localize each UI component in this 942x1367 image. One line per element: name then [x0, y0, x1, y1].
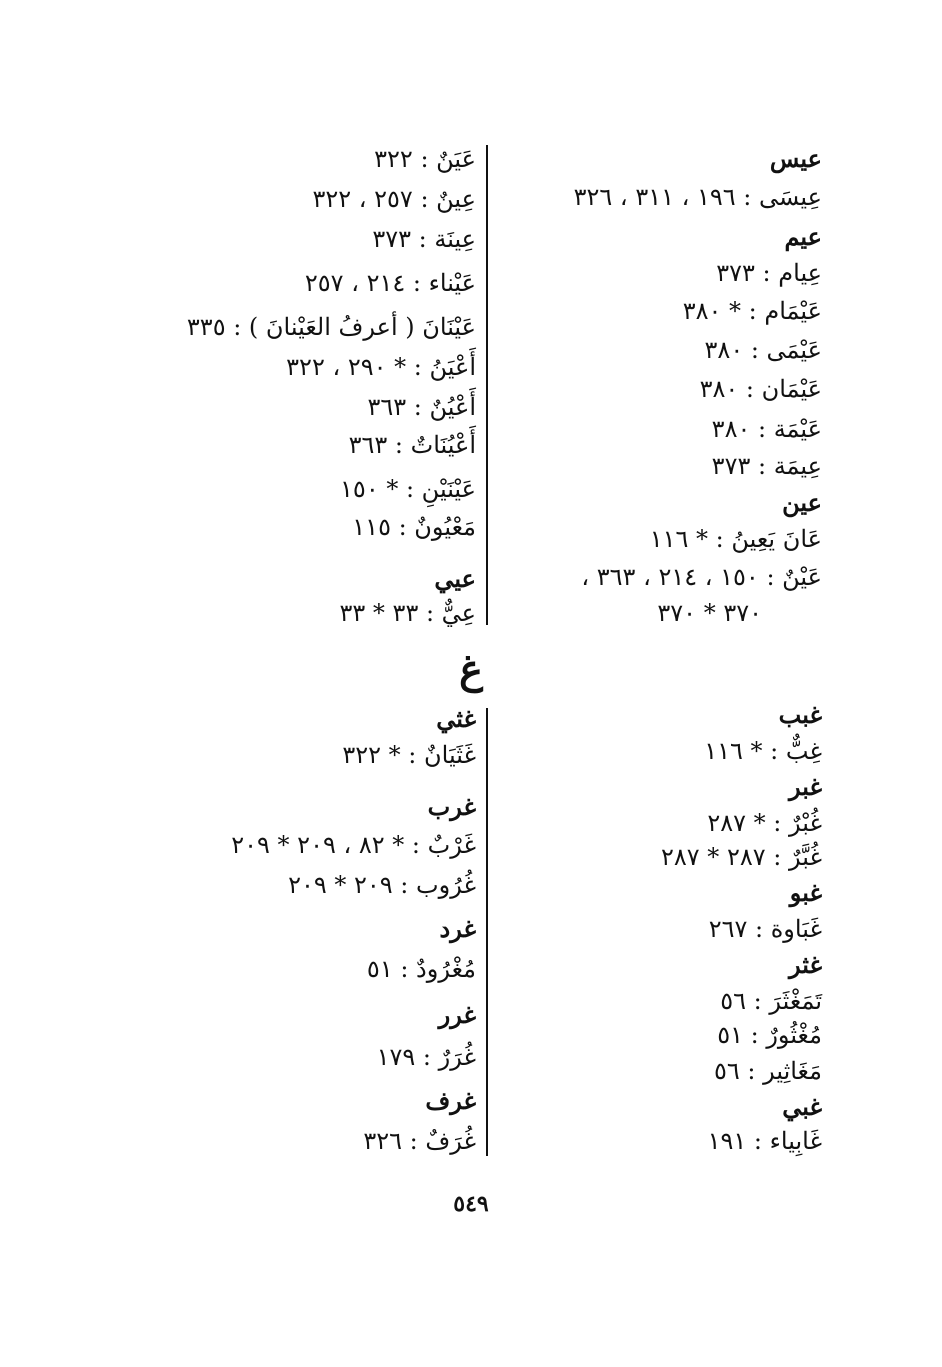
index-entry: عَانَ يَعِينُ : * ١١٦: [649, 525, 822, 553]
root-heading: غبر: [788, 772, 822, 801]
root-heading: غرد: [439, 914, 476, 943]
root-heading: غبو: [789, 878, 822, 907]
index-entry: عِينَة : ٣٧٣: [372, 225, 476, 253]
index-entry: غُرَفٌ : ٣٢٦: [363, 1127, 476, 1155]
index-entry: مَغَاثِير : ٥٦: [713, 1057, 822, 1085]
index-entry: غَثَيَانٌ : * ٣٢٢: [342, 741, 476, 769]
bottom-right-column: [482, 700, 822, 1160]
index-entry: غُرَرٌ : ١٧٩: [376, 1043, 476, 1071]
index-entry: غُرُوب : ٢٠٩ * ٢٠٩: [288, 871, 476, 899]
root-heading: عيس: [769, 144, 822, 173]
index-entry: أَعْيُنَاتٌ : ٣٦٣: [348, 431, 476, 459]
root-heading: غثي: [436, 704, 476, 733]
bottom-left-column: [146, 700, 476, 1160]
index-entry: عِيام : ٣٧٣: [716, 259, 822, 287]
index-entry: عَيْناء : ٢١٤ ، ٢٥٧: [304, 269, 476, 297]
root-heading: غرف: [425, 1086, 476, 1115]
index-entry: عَيْنٌ : ١٥٠ ، ٢١٤ ، ٣٦٣ ،: [581, 563, 822, 591]
index-entry: أَعْيَنُ : * ٢٩٠ ، ٣٢٢: [286, 353, 476, 381]
root-heading: غبي: [782, 1092, 822, 1121]
index-entry: عِيمَة : ٣٧٣: [711, 452, 822, 480]
root-heading: عيي: [434, 564, 476, 593]
index-entry: غُبَّرٌ : ٢٨٧ * ٢٨٧: [661, 843, 822, 871]
top-left-column: [146, 140, 476, 630]
root-heading: غبب: [778, 700, 822, 729]
column-divider: [486, 708, 488, 1156]
root-heading: عين: [782, 488, 822, 517]
index-entry: عَيْمَان : ٣٨٠: [699, 375, 822, 403]
index-entry: ٣٧٠ * ٣٧٠: [657, 599, 762, 627]
section-letter: غ: [459, 646, 483, 693]
column-divider: [486, 145, 488, 625]
index-entry: مُغْرُودٌ : ٥١: [366, 955, 476, 983]
index-entry: عَيْنَانَ ( أعرفُ العَيْنانَ ) : ٣٣٥: [186, 313, 476, 341]
top-right-column: [482, 140, 822, 630]
index-entry: غَبَاوة : ٢٦٧: [708, 915, 822, 943]
index-entry: عَيْمَى : ٣٨٠: [704, 336, 822, 364]
page-number: ٥٤٩: [453, 1191, 489, 1217]
index-entry: عَيَنٌ : ٣٢٢: [374, 145, 476, 173]
index-entry: غُبْرٌ : * ٢٨٧: [707, 809, 822, 837]
index-entry: مَعْيُونٌ : ١١٥: [352, 513, 476, 541]
root-heading: غرب: [427, 792, 476, 821]
root-heading: غثر: [788, 950, 822, 979]
index-entry: عِيسَى : ١٩٦ ، ٣١١ ، ٣٢٦: [573, 183, 822, 211]
root-heading: عيم: [784, 222, 822, 251]
root-heading: غرر: [438, 1000, 476, 1029]
index-entry: غَرْبٌ : * ٨٢ ، ٢٠٩ * ٢٠٩: [231, 831, 476, 859]
index-entry: عَيْمَة : ٣٨٠: [711, 415, 822, 443]
index-entry: عِينٌ : ٢٥٧ ، ٣٢٢: [312, 185, 476, 213]
index-entry: تَمَغْثَرَ : ٥٦: [720, 987, 822, 1015]
index-entry: أَعْيُنٌ : ٣٦٣: [367, 393, 476, 421]
index-entry: عَيْنَيْنِ : * ١٥٠: [340, 475, 476, 503]
index-entry: عِيٌّ : ٣٣ * ٣٣: [339, 599, 476, 627]
index-entry: عَيْمَام : * ٣٨٠: [682, 297, 822, 325]
index-entry: مُغْثُورٌ : ٥١: [717, 1021, 822, 1049]
index-entry: غِبٌّ : * ١١٦: [704, 737, 822, 765]
index-entry: غَابِياء : ١٩١: [707, 1127, 822, 1155]
